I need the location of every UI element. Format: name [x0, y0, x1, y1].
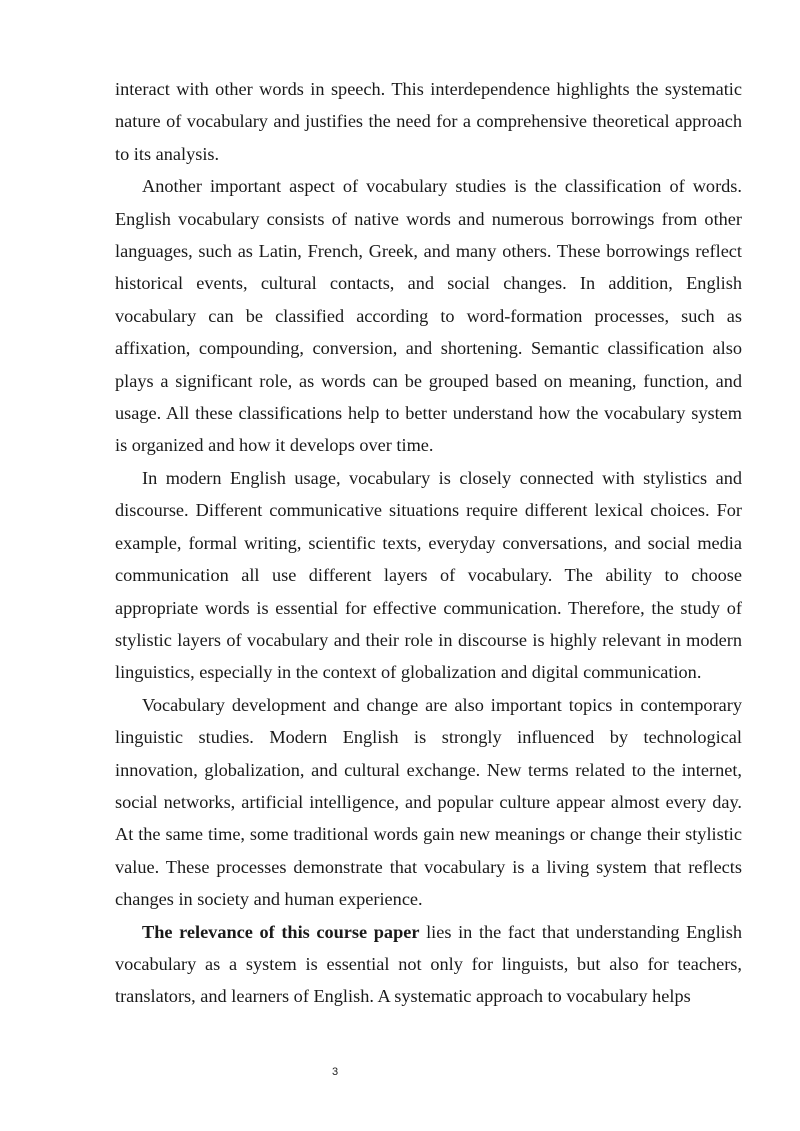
body-text: [115, 73, 742, 1013]
relevance-heading: The relevance of this course paper: [142, 921, 420, 942]
paragraph-4-text: Vocabulary development and change are also important topics in contemporary linguistic studies. Modern English is strongly influenced by technological innovation, globalization, and cultural exchange. New terms related to the internet, social networks, artificial intelligence, and popular culture appear almost every day. At the same time, some traditional words gain new meanings or change their stylistic value. These processes demonstrate that vocabulary is a living system that reflects changes in society and human experience.: [115, 694, 742, 910]
paragraph-3: [115, 462, 742, 689]
paragraph-1: [115, 73, 742, 170]
paragraph-5-text: lies in the fact that understanding English vocabulary as a system is essential not only for linguists, but also for teachers, translators, and learners of English. A systematic approach to vocabulary helps: [115, 921, 742, 1007]
paragraph-5: [115, 916, 742, 1013]
paragraph-4: [115, 689, 742, 916]
page-number: 3: [331, 1066, 339, 1078]
paragraph-3-text: In modern English usage, vocabulary is closely connected with stylistics and discourse. Different communicative situations require different lexical choices. For example, formal writing, scientific texts, everyday conversations, and social media communication all use different layers of vocabulary. The ability to choose appropriate words is essential for effective communication. Therefore, the study of stylistic layers of vocabulary and their role in discourse is highly relevant in modern linguistics, especially in the context of globalization and digital communication.: [115, 467, 742, 683]
paragraph-2-text: Another important aspect of vocabulary studies is the classification of words. English vocabulary consists of native words and numerous borrowings from other languages, such as Latin, French, Greek, and many others. These borrowings reflect historical events, cultural contacts, and social changes. In addition, English vocabulary can be classified according to word-formation processes, such as affixation, compounding, conversion, and shortening. Semantic classification also plays a significant role, as words can be grouped based on meaning, function, and usage. All these classifications help to better understand how the vocabulary system is organized and how it develops over time.: [115, 176, 742, 456]
paragraph-2: [115, 170, 742, 462]
paragraph-1-text: interact with other words in speech. This interdependence highlights the systematic nature of vocabulary and justifies the need for a comprehensive theoretical approach to its analysis.: [115, 79, 742, 164]
